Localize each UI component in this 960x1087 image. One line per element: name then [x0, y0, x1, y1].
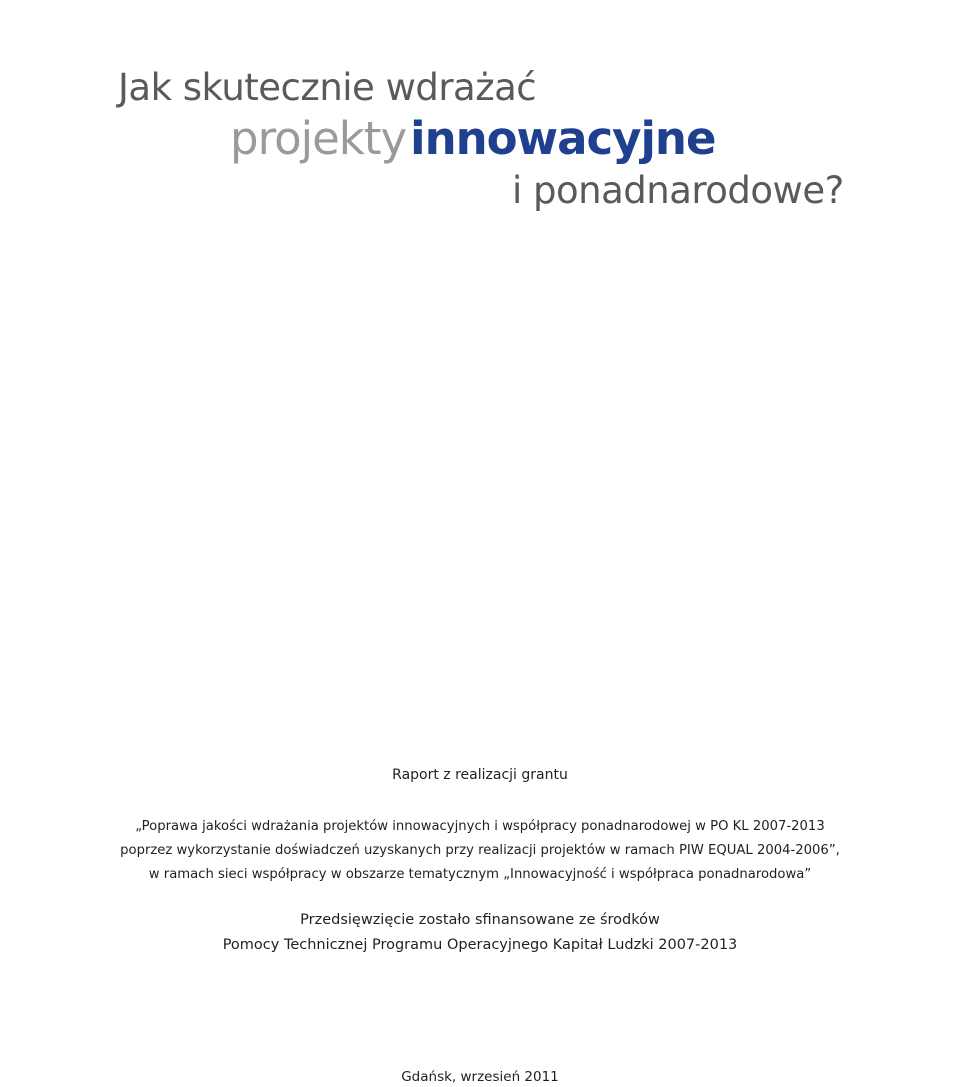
report-label: Raport z realizacji grantu	[392, 767, 568, 783]
cover-title-projekty: projekty	[230, 112, 407, 165]
project-title-line-1: „Poprawa jakości wdrażania projektów innowacyjnych i współpracy ponadnarodowej w PO KL 2007-2013	[135, 819, 825, 834]
place-date: Gdańsk, wrzesień 2011	[401, 1069, 559, 1085]
cover-title-line-1: Jak skutecznie wdrażać	[118, 66, 537, 109]
cover-title-innowacyjne: innowacyjne	[410, 112, 716, 165]
funding-line-2: Pomocy Technicznej Programu Operacyjnego Kapitał Ludzki 2007-2013	[222, 937, 738, 953]
cover-title	[0, 0, 960, 240]
cover-title-line-3: i ponadnarodowe?	[512, 169, 844, 212]
funding-statement	[0, 908, 960, 958]
funding-line-1: Przedsięwzięcie zostało sfinansowane ze środków	[300, 912, 660, 928]
project-title	[0, 815, 960, 887]
project-title-line-2: poprzez wykorzystanie doświadczeń uzyskanych przy realizacji projektów w ramach PIW EQUAL 2004-2006”,	[120, 843, 840, 858]
project-title-line-3: w ramach sieci współpracy w obszarze tematycznym „Innowacyjność i współpraca ponadnarodowa”	[148, 867, 812, 882]
cover-title-line-2	[230, 112, 715, 165]
